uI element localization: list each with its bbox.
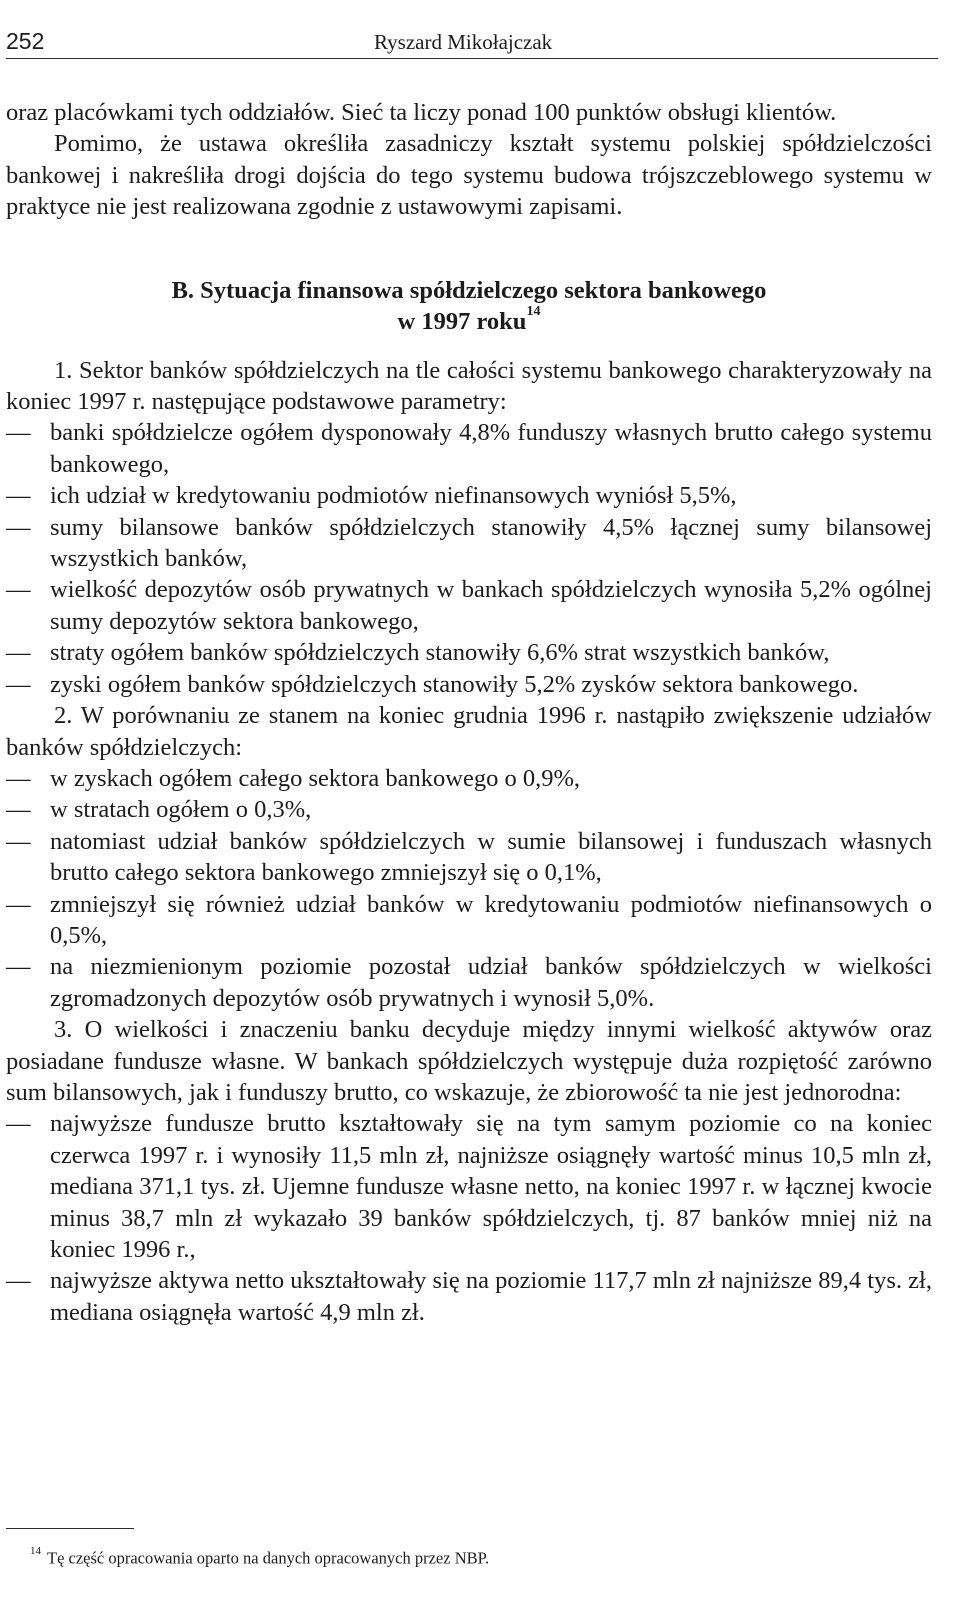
list-item-text: najwyższe aktywa netto ukształtowały się na poziomie 117,7 mln zł najniższe 89,4 tys. zł, mediana osiągnęła wartość 4,9 mln zł.: [50, 1267, 932, 1326]
list-point-2: [6, 763, 932, 1014]
dash-bullet: —: [6, 639, 31, 667]
footnote-divider: [6, 1528, 134, 1529]
page-header: [6, 26, 938, 59]
footnote: [30, 1543, 910, 1570]
paragraph-point-2: 2. W porównaniu ze stanem na koniec grudnia 1996 r. nastąpiło zwiększenie udziałów banków spółdzielczych:: [6, 702, 932, 761]
paragraph-point-1: 1. Sektor banków spółdzielczych na tle całości systemu bankowego charakteryzowały na koniec 1997 r. następujące podstawowe parametry:: [6, 356, 932, 416]
dash-bullet: —: [6, 419, 31, 447]
list-item-text: w zyskach ogółem całego sektora bankowego o 0,9%,: [50, 764, 580, 792]
dash-bullet: —: [6, 953, 31, 981]
footnote-text: Tę część opracowania oparto na danych opracowanych przez NBP.: [47, 1548, 490, 1568]
section-heading: [6, 275, 932, 337]
page-number: 252: [6, 28, 45, 54]
list-item: [6, 417, 932, 480]
footnote-reference: 14: [526, 304, 541, 320]
section-title-line1: B. Sytuacja finansowa spółdzielczego sektora bankowego: [171, 276, 767, 304]
list-point-1: [6, 417, 932, 700]
running-head-author: Ryszard Mikołajczak: [374, 30, 553, 54]
dash-bullet: —: [6, 1110, 31, 1138]
list-item: [6, 512, 932, 575]
dash-bullet: —: [6, 764, 31, 792]
section-title-line2: [6, 306, 932, 337]
list-item-text: ich udział w kredytowaniu podmiotów niefinansowych wyniósł 5,5%,: [50, 482, 737, 510]
list-item-text: natomiast udział banków spółdzielczych w sumie bilansowej i funduszach własnych brutto całego sektora bankowego zmniejszył się o 0,1%,: [50, 827, 932, 887]
list-item-text: sumy bilansowe banków spółdzielczych stanowiły 4,5% łącznej sumy bilansowej wszystkich banków,: [50, 513, 932, 573]
list-item: [6, 763, 932, 794]
body-text: [6, 97, 932, 1328]
list-item: [6, 889, 932, 952]
section-title-text: w 1997 roku: [397, 307, 527, 335]
list-item-text: najwyższe fundusze brutto kształtowały się na tym samym poziomie co na koniec czerwca 1997 r. i wynosiły 11,5 mln zł, najniższe osiągnęły wartość minus 10,5 mln zł, mediana 371,1 tys. zł. Ujemne fundusze własne netto, na koniec 1997 r. w łącznej kwocie minus 38,7 mln zł wykazało 39 banków spółdzielczych, tj. 87 banków mniej niż na koniec 1996 r.,: [50, 1110, 932, 1263]
dash-bullet: —: [6, 827, 31, 855]
paragraph: Pomimo, że ustawa określiła zasadniczy kształt systemu polskiej spółdzielczości bankowej i nakreśliła drogi dojścia do tego systemu budowa trójszczeblowego systemu w praktyce nie jest realizowana zgodnie z ustawowymi zapisami.: [6, 130, 932, 221]
dash-bullet: —: [6, 513, 31, 541]
dash-bullet: —: [6, 890, 31, 918]
list-point-3: [6, 1108, 932, 1328]
list-item-text: zmniejszył się również udział banków w kredytowaniu podmiotów niefinansowych o 0,5%,: [50, 890, 932, 949]
list-item: [6, 794, 932, 825]
dash-bullet: —: [6, 670, 31, 698]
list-item: [6, 637, 932, 668]
footnote-number: 14: [30, 1545, 41, 1557]
list-item: [6, 1265, 932, 1328]
list-item-text: zyski ogółem banków spółdzielczych stanowiły 5,2% zysków sektora bankowego.: [50, 670, 859, 698]
list-item: [6, 826, 932, 889]
dash-bullet: —: [6, 576, 31, 604]
paragraph-point-3: 3. O wielkości i znaczeniu banku decyduje między innymi wielkość aktywów oraz posiadane fundusze własne. W bankach spółdzielczych występuje duża rozpiętość zarówno sum bilansowych, jak i funduszy brutto, co wskazuje, że zbiorowość ta nie jest jednorodna:: [6, 1016, 932, 1106]
list-item: [6, 951, 932, 1014]
list-item-text: banki spółdzielcze ogółem dysponowały 4,8% funduszy własnych brutto całego systemu bankowego,: [50, 419, 932, 478]
list-item: [6, 1108, 932, 1265]
list-item: [6, 669, 932, 700]
list-item: [6, 480, 932, 511]
paragraph: oraz placówkami tych oddziałów. Sieć ta liczy ponad 100 punktów obsługi klientów.: [6, 99, 837, 126]
list-item-text: straty ogółem banków spółdzielczych stanowiły 6,6% strat wszystkich banków,: [50, 639, 830, 667]
list-item: [6, 574, 932, 637]
list-item-text: wielkość depozytów osób prywatnych w bankach spółdzielczych wynosiła 5,2% ogólnej sumy depozytów sektora bankowego,: [50, 576, 932, 635]
dash-bullet: —: [6, 482, 31, 510]
list-item-text: na niezmienionym poziomie pozostał udział banków spółdzielczych w wielkości zgromadzonych depozytów osób prywatnych i wynosił 5,0%.: [50, 953, 932, 1012]
dash-bullet: —: [6, 796, 31, 824]
dash-bullet: —: [6, 1267, 31, 1295]
list-item-text: w stratach ogółem o 0,3%,: [50, 796, 312, 824]
